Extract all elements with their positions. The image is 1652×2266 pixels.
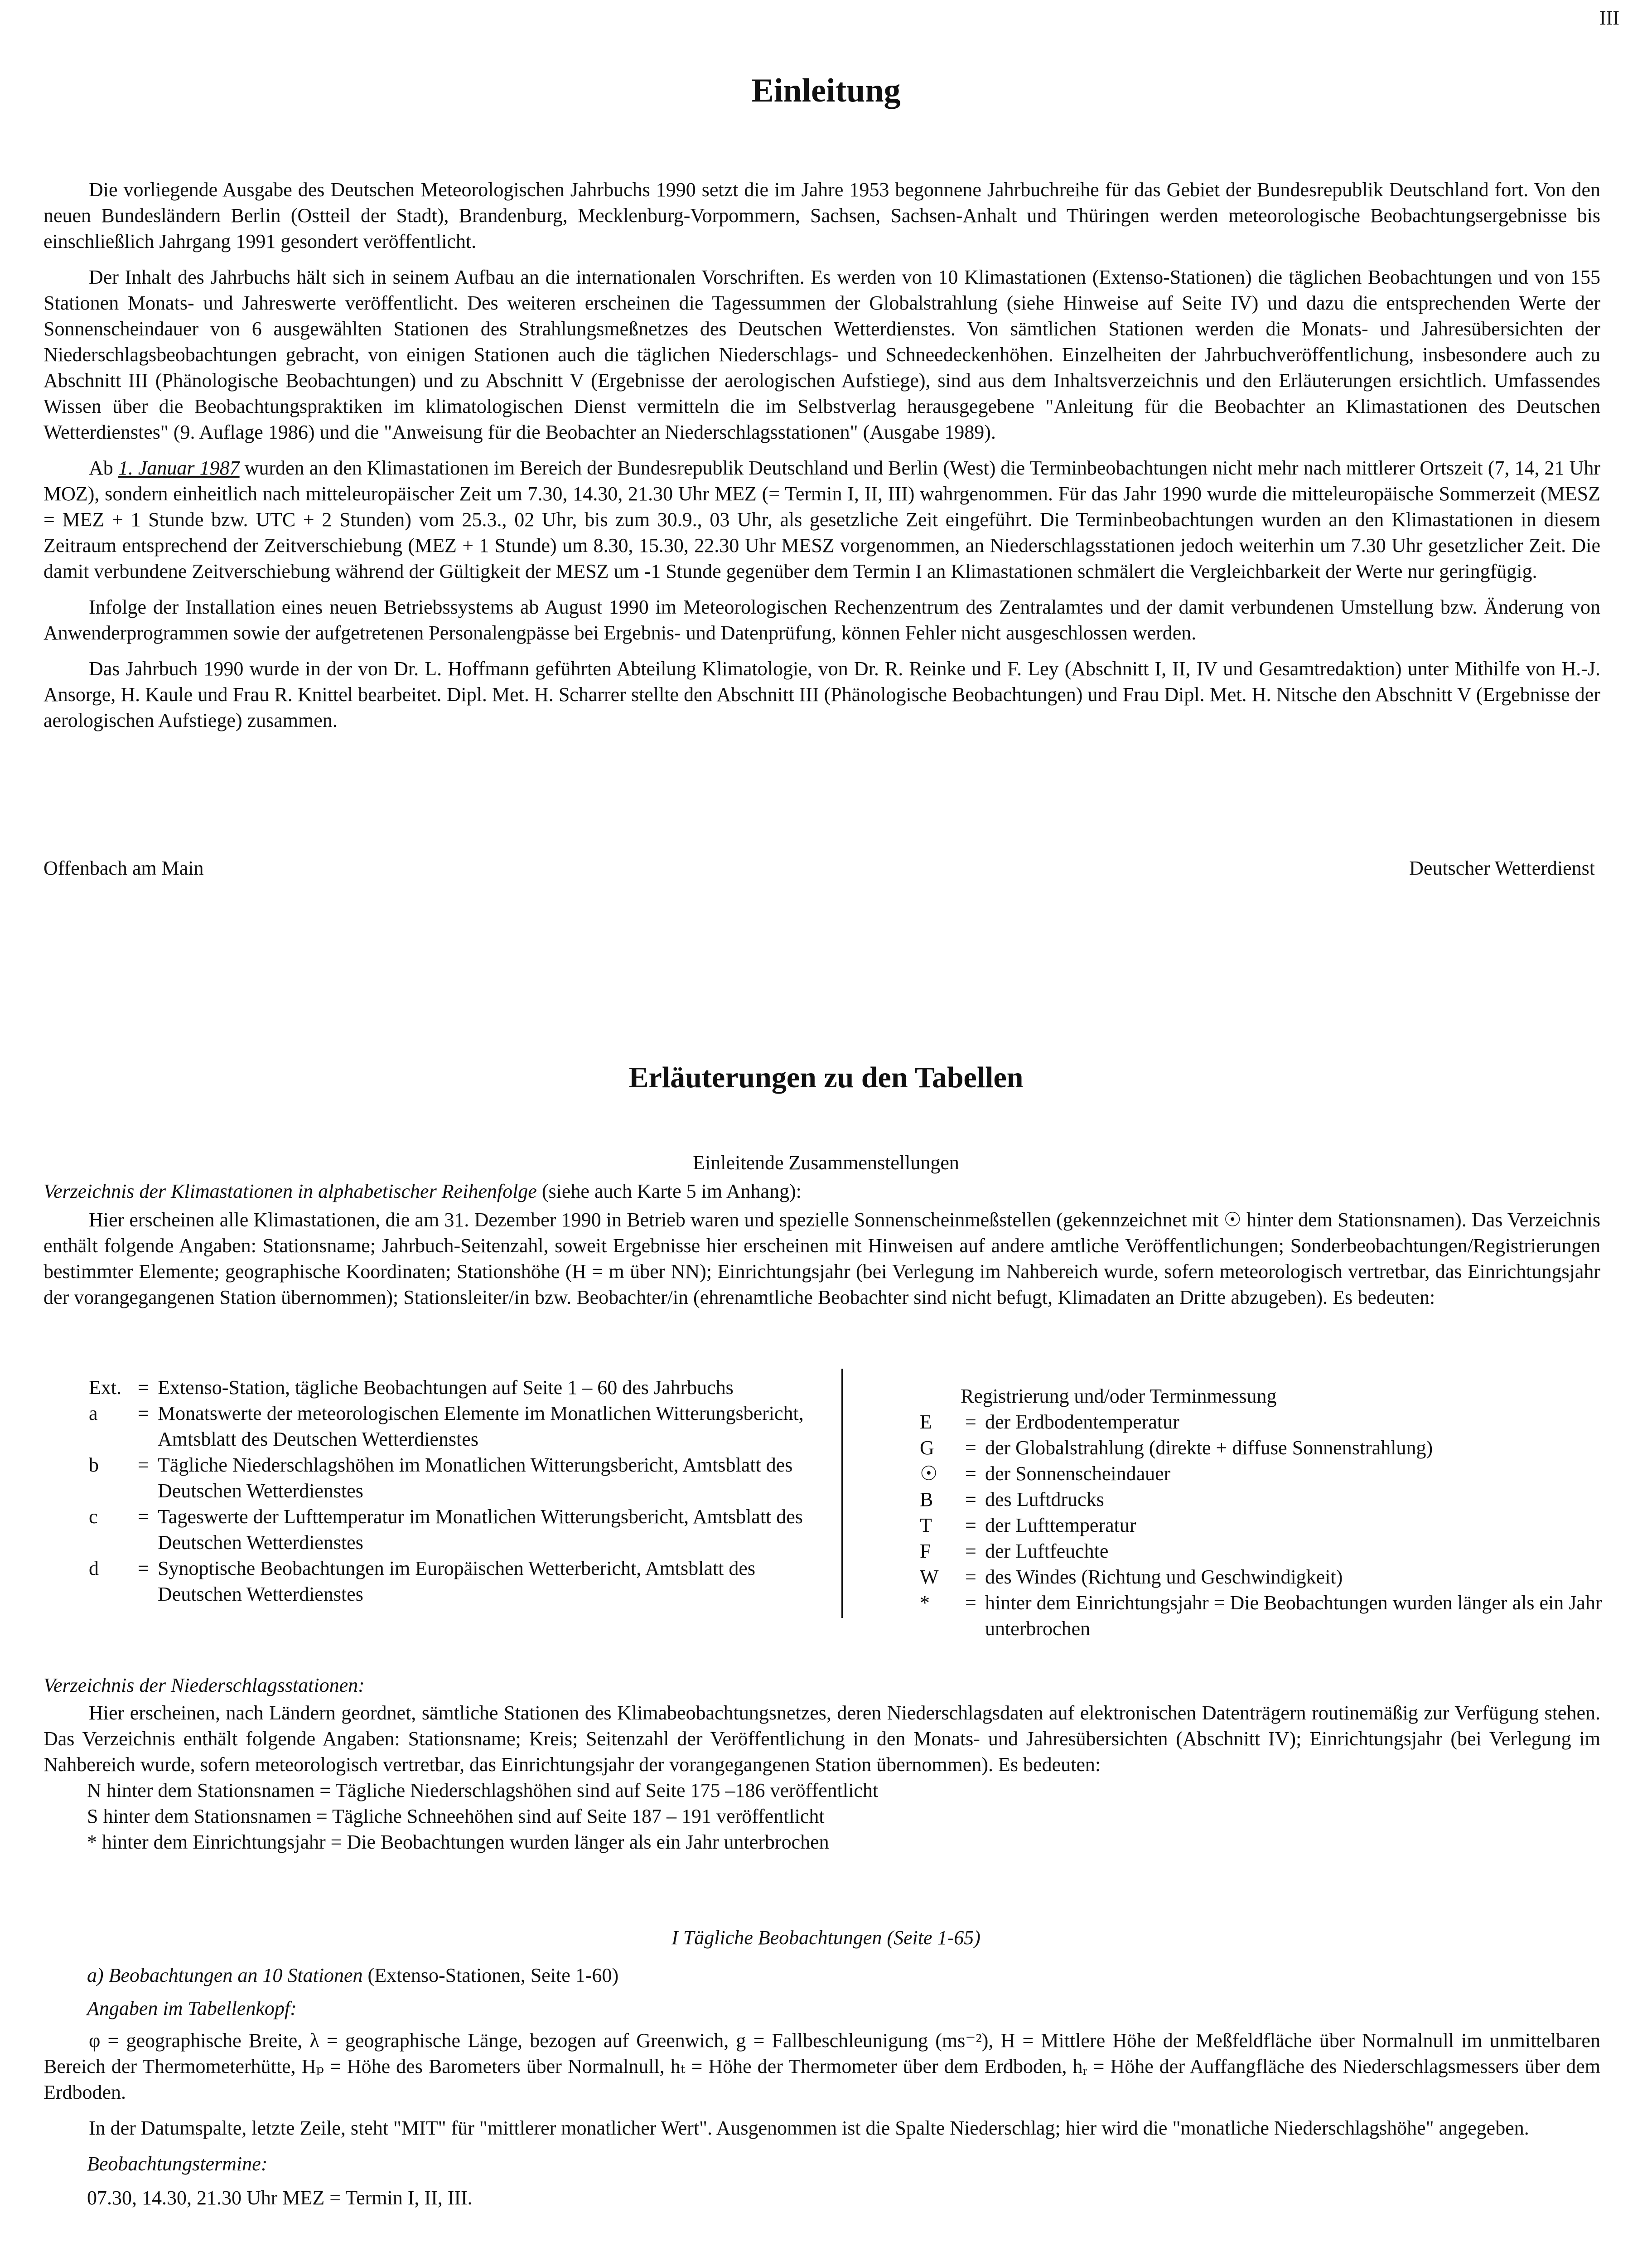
equals-sign: =	[138, 1557, 149, 1579]
legend-right-row	[920, 1486, 1627, 1512]
legend-key: c	[89, 1506, 98, 1528]
legend-right-heading: Registrierung und/oder Terminmessung	[961, 1385, 1277, 1407]
legend-value: der Sonnenscheindauer	[985, 1462, 1171, 1485]
klima-heading-italic: Verzeichnis der Klimastationen in alphabetischer Reihenfolge	[43, 1180, 537, 1202]
legend-value: des Windes (Richtung und Geschwindigkeit)	[985, 1566, 1343, 1588]
datum-text: In der Datumspalte, letzte Zeile, steht "MIT" für "mittlerer monatlicher Wert". Ausgenommen ist die Spalte Niederschlag; hier wird die "monatliche Niederschlagshöhe" angegeben.	[89, 2117, 1529, 2139]
org-signature: Deutscher Wetterdienst	[1409, 857, 1595, 879]
legend-left-row	[89, 1555, 823, 1607]
equals-sign: =	[965, 1540, 976, 1562]
klima-section	[43, 1178, 1600, 1320]
klima-heading-suffix: (siehe auch Karte 5 im Anhang):	[536, 1180, 802, 1202]
equals-sign: =	[965, 1566, 976, 1588]
legend-right-row	[920, 1590, 1627, 1641]
section1-title: I Tägliche Beobachtungen (Seite 1-65)	[671, 1927, 981, 1949]
legend-value: Extenso-Station, tägliche Beobachtungen auf Seite 1 – 60 des Jahrbuchs	[158, 1376, 734, 1399]
expl-title: Erläuterungen zu den Tabellen	[628, 1061, 1024, 1094]
legend-right-row	[920, 1409, 1627, 1435]
klima-text: Hier erscheinen alle Klimastationen, die am 31. Dezember 1990 in Betrieb waren und spezielle Sonnenscheinmeßstellen (gekennzeichnet mit ☉ hinter dem Stationsnamen). Das Verzeichnis enthält folgende Angaben: Stationsname; Jahrbuch-Seitenzahl, soweit Ergebnisse hier erscheinen mit Hinweisen auf andere amtliche Veröffentlichungen; Sonderbeobachtungen/Registrierungen bestimmter Elemente; geographische Koordinaten; Stationshöhe (H = m über NN); Einrichtungsjahr (bei Verlegung im Nahbereich wurde, sofern meteorologisch vertretbar, das Einrichtungsjahr der vorangegangenen Station übernommen); Stationsleiter/in bzw. Beobachter/in (ehrenamtliche Beobachter sind nicht befugt, Klimadaten an Dritte abzugeben). Es bedeuten:	[43, 1209, 1600, 1308]
intro-paragraph-3	[43, 455, 1600, 584]
legend-left-row	[89, 1400, 823, 1452]
nieder-line: N hinter dem Stationsnamen = Tägliche Niederschlagshöhen sind auf Seite 175 –186 veröffentlicht	[87, 1779, 879, 1801]
equals-sign: =	[138, 1506, 149, 1528]
legend-left-row	[89, 1504, 823, 1555]
intro-paragraph-2: Der Inhalt des Jahrbuchs hält sich in seinem Aufbau an die internationalen Vorschriften. Es werden von 10 Klimastationen (Extenso-Stationen) die täglichen Beobachtungen und von 155 Stationen Monats- und Jahreswerte veröffentlicht. Des weiteren erscheinen die Tagessummen der Globalstrahlung (siehe Hinweise auf Seite IV) und dazu die entsprechenden Werte der Sonnenscheindauer von 6 ausgewählten Stationen des Strahlungsmeßnetzes des Deutschen Wetterdienstes. Von sämtlichen Stationen werden die Monats- und Jahresübersichten der Niederschlagsbeobachtungen gebracht, von einigen Stationen auch die täglichen Niederschlags- und Schneedeckenhöhen. Einzelheiten der Jahrbuchveröffentlichung, insbesondere auch zu Abschnitt III (Phänologische Beobachtungen) und zu Abschnitt V (Ergebnisse der aerologischen Aufstiege), sind aus dem Inhaltsverzeichnis und den Erläuterungen ersichtlich. Umfassendes Wissen über die Beobachtungspraktiken im klimatologischen Dienst vermitteln die im Selbstverlag herausgegebene "Anleitung für die Beobachter an Klimastationen des Deutschen Wetterdienstes" (9. Auflage 1986) und die "Anweisung für die Beobachter an Niederschlagsstationen" (Ausgabe 1989).	[43, 266, 1600, 443]
legend-right-row	[920, 1461, 1627, 1486]
intro-paragraph-1: Die vorliegende Ausgabe des Deutschen Meteorologischen Jahrbuchs 1990 setzt die im Jahre 1953 begonnene Jahrbuchreihe für das Gebiet der Bundesrepublik Deutschland fort. Von den neuen Bundesländern Berlin (Ostteil der Stadt), Brandenburg, Mecklenburg-Vorpommern, Sachsen, Sachsen-Anhalt und Thüringen werden meteorologische Beobachtungsergebnisse bis einschließlich Jahrgang 1991 gesondert veröffentlicht.	[43, 179, 1600, 252]
legend-value: der Lufttemperatur	[985, 1514, 1136, 1536]
nieder-text: Hier erscheinen, nach Ländern geordnet, sämtliche Stationen des Klimabeobachtungsnetzes, deren Niederschlagsdaten auf elektronischen Datenträgern routinemäßig zur Verfügung stehen. Das Verzeichnis enthält folgende Angaben: Stationsname; Kreis; Seitenzahl der Veröffentlichung in den Monats- und Jahresübersichten (Abschnitt IV); Einrichtungsjahr (bei Verlegung im Nahbereich wurde, sofern meteorologisch vertretbar, das Einrichtungsjahr der vorangegangenen Station übernommen). Es bedeuten:	[43, 1702, 1600, 1776]
p3-date: 1. Januar 1987	[118, 457, 240, 479]
legend-key: d	[89, 1557, 99, 1579]
termine-heading: Beobachtungstermine:	[87, 2153, 268, 2175]
kopf-text: φ = geographische Breite, λ = geographische Länge, bezogen auf Greenwich, g = Fallbeschleunigung (ms⁻²), H = Mittlere Höhe der Meßfeldfläche über Normalnull im unmittelbaren Bereich der Thermometerhütte, Hₚ = Höhe des Barometers über Normalnull, hₜ = Höhe der Thermometer über dem Erdboden, hᵣ = Höhe der Auffangfläche des Niederschlagsmessers über dem Erdboden.	[43, 2029, 1600, 2103]
legend-right-row	[920, 1512, 1627, 1538]
legend-value: Synoptische Beobachtungen im Europäischen Wetterbericht, Amtsblatt des Deutschen Wetterdienstes	[158, 1557, 756, 1605]
kopf-heading: Angaben im Tabellenkopf:	[87, 1997, 297, 2019]
equals-sign: =	[138, 1376, 149, 1399]
nieder-line: S hinter dem Stationsnamen = Tägliche Schneehöhen sind auf Seite 187 – 191 veröffentlicht	[87, 1805, 825, 1827]
legend-divider	[841, 1369, 843, 1618]
klima-heading	[43, 1178, 1600, 1204]
equals-sign: =	[965, 1437, 976, 1459]
place-signature: Offenbach am Main	[43, 857, 204, 879]
nieder-section	[43, 1672, 1600, 1855]
intro-paragraph-5: Das Jahrbuch 1990 wurde in der von Dr. L. Hoffmann geführten Abteilung Klimatologie, von Dr. R. Reinke und F. Ley (Abschnitt I, II, IV und Gesamtredaktion) unter Mithilfe von H.-J. Ansorge, H. Kaule und Frau R. Knittel bearbeitet. Dipl. Met. H. Scharrer stellte den Abschnitt III (Phänologische Beobachtungen) und Frau Dipl. Met. H. Nitsche den Abschnitt V (Ergebnisse der aerologischen Aufstiege) zusammen.	[43, 658, 1600, 731]
legend-left	[89, 1375, 823, 1607]
sun-icon: ☉	[920, 1462, 938, 1485]
legend-value: Tägliche Niederschlagshöhen im Monatlichen Witterungsbericht, Amtsblatt des Deutschen Wetterdienstes	[158, 1454, 793, 1502]
legend-right-row	[920, 1435, 1627, 1461]
legend-right-row	[920, 1564, 1627, 1590]
legend-key: B	[920, 1488, 933, 1511]
legend-key: a	[89, 1402, 98, 1424]
nieder-list	[43, 1777, 1600, 1855]
legend-key: b	[89, 1454, 99, 1476]
legend-value: hinter dem Einrichtungsjahr = Die Beobachtungen wurden länger als ein Jahr unterbrochen	[985, 1592, 1602, 1640]
p3-prefix: Ab	[89, 457, 118, 479]
section1-a	[43, 1962, 1600, 1988]
equals-sign: =	[138, 1402, 149, 1424]
legend-key: F	[920, 1540, 931, 1562]
legend-left-row	[89, 1375, 823, 1400]
legend-right	[920, 1383, 1627, 1641]
legend-value: des Luftdrucks	[985, 1488, 1104, 1511]
nieder-line: * hinter dem Einrichtungsjahr = Die Beobachtungen wurden länger als ein Jahr unterbrochen	[87, 1831, 829, 1853]
legend-value: der Erdbodentemperatur	[985, 1411, 1179, 1433]
section1-body	[43, 1962, 1600, 2211]
section1-a-rest: (Extenso-Stationen, Seite 1-60)	[362, 1964, 619, 1986]
legend-key: *	[920, 1592, 930, 1614]
legend-value: der Globalstrahlung (direkte + diffuse Sonnenstrahlung)	[985, 1437, 1433, 1459]
nieder-heading: Verzeichnis der Niederschlagsstationen:	[43, 1674, 365, 1696]
intro-paragraph-4: Infolge der Installation eines neuen Betriebssystems ab August 1990 im Meteorologischen Rechenzentrum des Zentralamtes und der damit verbundenen Umstellung bzw. Änderung von Anwenderprogrammen sowie der aufgetretenen Personalengpässe bei Ergebnis- und Datenprüfung, können Fehler nicht ausgeschlossen werden.	[43, 596, 1600, 644]
legend-value: der Luftfeuchte	[985, 1540, 1109, 1562]
equals-sign: =	[965, 1514, 976, 1536]
equals-sign: =	[965, 1462, 976, 1485]
legend-key: W	[920, 1566, 939, 1588]
p3-rest: wurden an den Klimastationen im Bereich der Bundesrepublik Deutschland und Berlin (West) die Terminbeobachtungen nicht mehr nach mittlerer Ortszeit (7, 14, 21 Uhr MOZ), sondern einheitlich nach mitteleuropäischer Zeit um 7.30, 14.30, 21.30 Uhr MEZ (= Termin I, II, III) wahrgenommen. Für das Jahr 1990 wurde die mitteleuropäische Sommerzeit (MESZ = MEZ + 1 Stunde bzw. UTC + 2 Stunden) vom 25.3., 02 Uhr, bis zum 30.9., 03 Uhr, als gesetzliche Zeit eingeführt. Die Terminbeobachtungen wurden an den Klimastationen in diesem Zeitraum entsprechend der Zeitverschiebung (MEZ + 1 Stunde) um 8.30, 15.30, 22.30 Uhr MESZ vorgenommen, an Niederschlagsstationen jedoch weiterhin um 7.30 Uhr gesetzlicher Zeit. Die damit verbundene Zeitverschiebung während der Gültigkeit der MESZ um -1 Stunde gegenüber dem Termin I an Klimastationen schmälert die Vergleichbarkeit der Werte nur geringfügig.	[43, 457, 1601, 582]
page-number: III	[1599, 7, 1619, 29]
legend-key: E	[920, 1411, 932, 1433]
termine-text: 07.30, 14.30, 21.30 Uhr MEZ = Termin I, II, III.	[87, 2187, 473, 2209]
legend-right-row	[920, 1538, 1627, 1564]
equals-sign: =	[965, 1488, 976, 1511]
legend-key: T	[920, 1514, 932, 1536]
legend-left-row	[89, 1452, 823, 1504]
legend-key: Ext.	[89, 1376, 122, 1399]
intro-body	[43, 177, 1600, 743]
expl-subtitle: Einleitende Zusammenstellungen	[693, 1152, 959, 1174]
equals-sign: =	[965, 1592, 976, 1614]
legend-value: Monatswerte der meteorologischen Elemente im Monatlichen Witterungsbericht, Amtsblatt des Deutschen Wetterdienstes	[158, 1402, 804, 1450]
intro-title: Einleitung	[751, 72, 901, 109]
equals-sign: =	[965, 1411, 976, 1433]
section1-a-italic: a) Beobachtungen an 10 Stationen	[87, 1964, 363, 1986]
legend-value: Tageswerte der Lufttemperatur im Monatlichen Witterungsbericht, Amtsblatt des Deutschen Wetterdienstes	[158, 1506, 803, 1554]
legend-key: G	[920, 1437, 934, 1459]
equals-sign: =	[138, 1454, 149, 1476]
